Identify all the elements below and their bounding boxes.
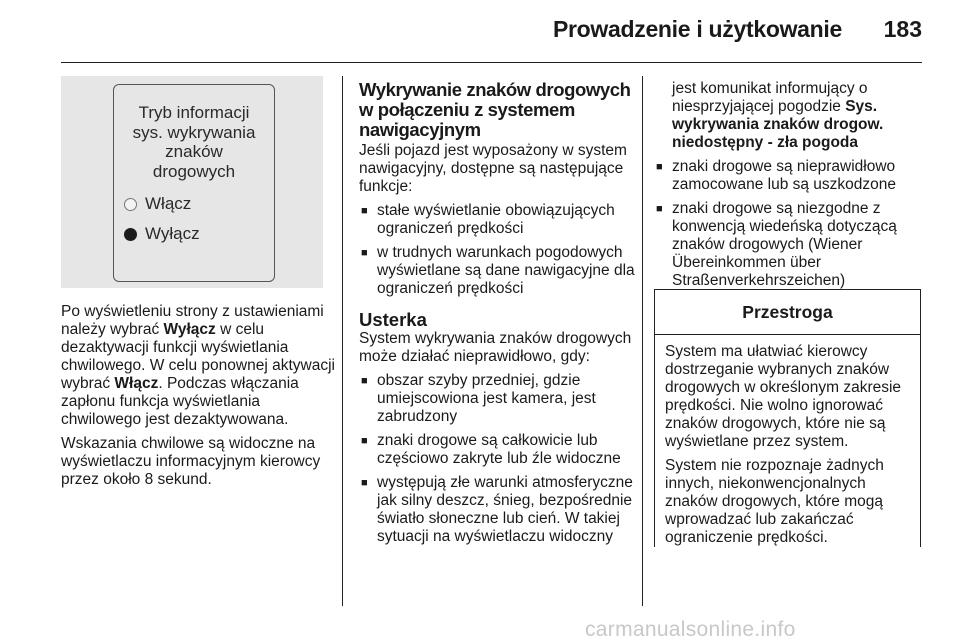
column-2 bbox=[359, 80, 637, 552]
header-title: Prowadzenie i użytkowanie bbox=[552, 16, 842, 42]
list-item: ■ w trudnych warunkach pogodowych wyświetlane są dane nawigacyjne dla ograniczeń prędkości bbox=[359, 244, 637, 298]
section-heading: Wykrywanie znaków drogowych w połączeniu z systemem nawigacyjnym bbox=[359, 79, 631, 140]
paragraph: System nie rozpoznaje żadnych innych, niekonwencjonalnych znaków drogowych, które mogą wprowadzać lub zakańczać ograniczenie prędkości. bbox=[665, 457, 884, 546]
warning-body bbox=[655, 335, 920, 547]
list-item: ■ znaki drogowe są całkowicie lub częściowo zakryte lub źle widoczne bbox=[359, 432, 637, 468]
bullet-list bbox=[359, 202, 637, 298]
warning-title: Przestroga bbox=[655, 290, 920, 335]
watermark: carmanualsonline.info bbox=[585, 618, 796, 641]
display-option-label: Wyłącz bbox=[145, 224, 200, 243]
paragraph: System ma ułatwiać kierowcy dostrzeganie wybranych znaków drogowych w określonym zakresie prędkości. Nie wolno ignorować znaków drogowych, które nie są wyświetlane przez system. bbox=[665, 343, 902, 450]
display-frame bbox=[113, 84, 275, 282]
paragraph: Po wyświetleniu strony z ustawieniami należy wybrać Wyłącz w celu dezaktywacji funkcji wyświetlania chwilowego. W celu ponownej aktywacji wybrać Włącz. Podczas włączania zapłonu funkcja wyświetlania chwilowego jest dezaktywowana. bbox=[61, 303, 335, 428]
paragraph: Jeśli pojazd jest wyposażony w system nawigacyjny, dostępne są następujące funkcje: bbox=[359, 142, 627, 195]
display-title: Tryb informacji sys. wykrywania znaków drogowych bbox=[132, 103, 256, 181]
paragraph: System wykrywania znaków drogowych może działać nieprawidłowo, gdy: bbox=[359, 330, 632, 365]
display-option-off bbox=[124, 224, 200, 244]
bullet-list bbox=[654, 158, 922, 290]
radio-unselected-icon bbox=[124, 198, 137, 211]
column-3 bbox=[654, 80, 922, 296]
display-option-label: Włącz bbox=[145, 194, 192, 213]
section-heading: Usterka bbox=[359, 309, 427, 330]
list-item: ■ obszar szyby przedniej, gdzie umiejscowiona jest kamera, jest zabrudzony bbox=[359, 372, 637, 426]
header-rule bbox=[61, 62, 922, 63]
column-divider-2 bbox=[642, 76, 643, 606]
column-1 bbox=[61, 303, 336, 495]
list-item: ■ występują złe warunki atmosferyczne jak silny deszcz, śnieg, bezpośrednie światło słoneczne lub cień. W takiej sytuacji na wyświetlaczu widoczny bbox=[359, 474, 637, 546]
list-item: ■ stałe wyświetlanie obowiązujących ograniczeń prędkości bbox=[359, 202, 637, 238]
bullet-list bbox=[359, 372, 637, 546]
display-option-on bbox=[124, 194, 191, 214]
column-divider-1 bbox=[342, 76, 343, 606]
radio-selected-icon bbox=[124, 228, 137, 241]
list-item: ■ znaki drogowe są niezgodne z konwencją wiedeńską dotyczącą znaków drogowych (Wiener Übereinkommen über Straßenverkehrszeichen) bbox=[654, 200, 922, 290]
page-number: 183 bbox=[883, 16, 922, 42]
warning-box bbox=[654, 289, 921, 547]
paragraph: jest komunikat informujący o niesprzyjającej pogodzie Sys. wykrywania znaków drogow. niedostępny - zła pogoda bbox=[672, 80, 884, 151]
display-illustration bbox=[61, 76, 323, 288]
paragraph: Wskazania chwilowe są widoczne na wyświetlaczu informacyjnym kierowcy przez około 8 sekund. bbox=[61, 435, 321, 488]
list-item: ■ znaki drogowe są nieprawidłowo zamocowane lub są uszkodzone bbox=[654, 158, 922, 194]
